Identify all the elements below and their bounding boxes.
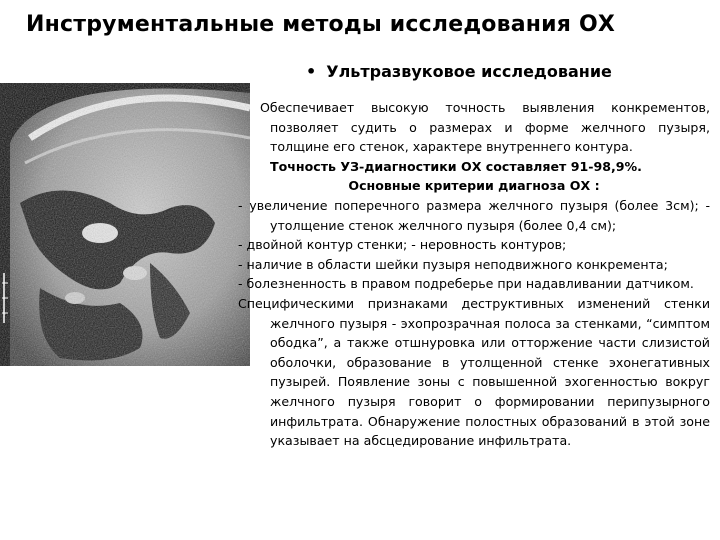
ultrasound-image: [0, 83, 250, 366]
criterion-item: - болезненность в правом подреберье при надавливании датчиком.: [238, 276, 694, 292]
subtitle-text: Ультразвуковое исследование: [326, 62, 612, 81]
bullet-icon: •: [306, 62, 317, 81]
slide-title: Инструментальные методы исследования ОХ: [26, 12, 616, 37]
criteria-heading: Основные критерии диагноза ОХ :: [348, 178, 600, 194]
section-subtitle: [306, 62, 716, 81]
ultrasound-scan-image: [0, 83, 250, 366]
intro-paragraph: Обеспечивает высокую точность выявления конкрементов, позволяет судить о размерах и форме желчного пузыря, толщине его стенок, характере внутреннего контура.: [260, 100, 710, 155]
body-text: [238, 98, 710, 451]
criterion-item: - наличие в области шейки пузыря неподвижного конкремента;: [238, 256, 668, 272]
accuracy-line: Точность УЗ-диагностики ОХ составляет 91-98,9%.: [270, 158, 642, 174]
specific-signs-paragraph: Специфическими признаками деструктивных изменений стенки желчного пузыря - эхопрозрачная полоса за стенками, “симптом ободка”, а также отшнуровка или отторжение части слизистой оболочки, образование в утолщенной стенке эхонегативных пузырей. Появление зоны с повышенной эхогенностью вокруг желчного пузыря говорит о формировании перипузырного инфильтрата. Обнаружение полостных образований в этой зоне указывает на абсцедирование инфильтрата.: [238, 295, 710, 449]
criterion-item: - увеличение поперечного размера желчного пузыря (более 3см); - утолщение стенок желчного пузыря (более 0,4 см);: [238, 197, 710, 233]
criterion-item: - двойной контур стенки; - неровность контуров;: [238, 237, 567, 253]
